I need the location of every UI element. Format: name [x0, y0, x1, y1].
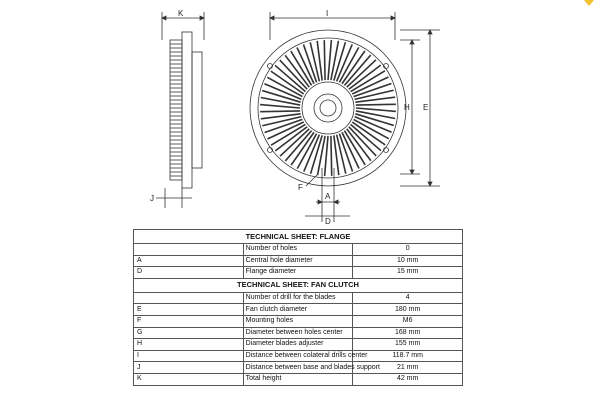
row-symbol: D — [134, 267, 244, 279]
cooling-fin — [260, 105, 300, 108]
row-value: 180 mm — [353, 304, 463, 316]
table-row — [134, 350, 463, 362]
cooling-fin — [349, 127, 376, 156]
table-row — [134, 315, 463, 327]
table-row — [134, 339, 463, 351]
row-value: 118.7 mm — [353, 350, 463, 362]
row-description: Number of drill for the blades — [243, 292, 353, 304]
table-row — [134, 244, 463, 256]
row-value: 21 mm — [353, 362, 463, 374]
row-value: 42 mm — [353, 373, 463, 385]
cooling-fin — [318, 136, 326, 175]
table-row — [134, 373, 463, 385]
row-symbol: F — [134, 315, 244, 327]
row-symbol: I — [134, 350, 244, 362]
cooling-fin — [280, 60, 307, 89]
cooling-fin — [356, 111, 395, 119]
table-row — [134, 362, 463, 374]
flange-title: TECHNICAL SHEET: FLANGE — [134, 230, 463, 244]
label-j: J — [150, 194, 154, 203]
row-description: Diameter between holes center — [243, 327, 353, 339]
cooling-fin — [324, 40, 325, 80]
row-value: 155 mm — [353, 339, 463, 351]
label-a: A — [325, 192, 331, 201]
row-description: Fan clutch diameter — [243, 304, 353, 316]
row-value: 15 mm — [353, 267, 463, 279]
cooling-fin — [344, 55, 370, 85]
table-row — [134, 255, 463, 267]
clutch-title: TECHNICAL SHEET: FAN CLUTCH — [134, 278, 463, 292]
cooling-fin — [280, 129, 309, 156]
label-d: D — [325, 217, 331, 226]
label-h: H — [404, 103, 410, 112]
row-description: Mounting holes — [243, 315, 353, 327]
cooling-fin — [261, 98, 300, 106]
cooling-fin — [260, 111, 300, 112]
row-symbol: E — [134, 304, 244, 316]
label-f: F — [298, 183, 303, 192]
table-row — [134, 292, 463, 304]
cooling-fin — [328, 40, 331, 80]
row-description: Distance between base and blades support — [243, 362, 353, 374]
row-description: Diameter blades adjuster — [243, 339, 353, 351]
table-row — [134, 267, 463, 279]
front-view — [250, 12, 440, 222]
row-symbol: A — [134, 255, 244, 267]
cooling-fin — [351, 124, 381, 150]
cooling-fin — [347, 60, 376, 87]
label-i: I — [326, 9, 329, 18]
row-value: 4 — [353, 292, 463, 304]
cooling-fin — [331, 41, 339, 80]
row-symbol — [134, 292, 244, 304]
row-value: 0 — [353, 244, 463, 256]
cooling-fin — [356, 104, 396, 105]
cooling-fin — [356, 108, 396, 111]
row-symbol: G — [134, 327, 244, 339]
row-symbol: K — [134, 373, 244, 385]
row-value: M6 — [353, 315, 463, 327]
row-value: 168 mm — [353, 327, 463, 339]
label-k: K — [178, 9, 184, 18]
row-symbol — [134, 244, 244, 256]
row-description: Number of holes — [243, 244, 353, 256]
row-description: Flange diameter — [243, 267, 353, 279]
flange-table — [133, 229, 463, 386]
cooling-fin — [331, 136, 332, 176]
label-e: E — [423, 103, 429, 112]
row-description: Central hole diameter — [243, 255, 353, 267]
cooling-fin — [275, 65, 305, 91]
row-description: Total height — [243, 373, 353, 385]
table-row — [134, 327, 463, 339]
row-symbol: J — [134, 362, 244, 374]
row-description: Distance between colateral drills center — [243, 350, 353, 362]
cooling-fin — [285, 131, 311, 161]
row-value: 10 mm — [353, 255, 463, 267]
side-view — [156, 12, 204, 208]
table-row — [134, 304, 463, 316]
cooling-fin — [325, 136, 328, 176]
row-symbol: H — [134, 339, 244, 351]
technical-sheets — [133, 229, 463, 386]
